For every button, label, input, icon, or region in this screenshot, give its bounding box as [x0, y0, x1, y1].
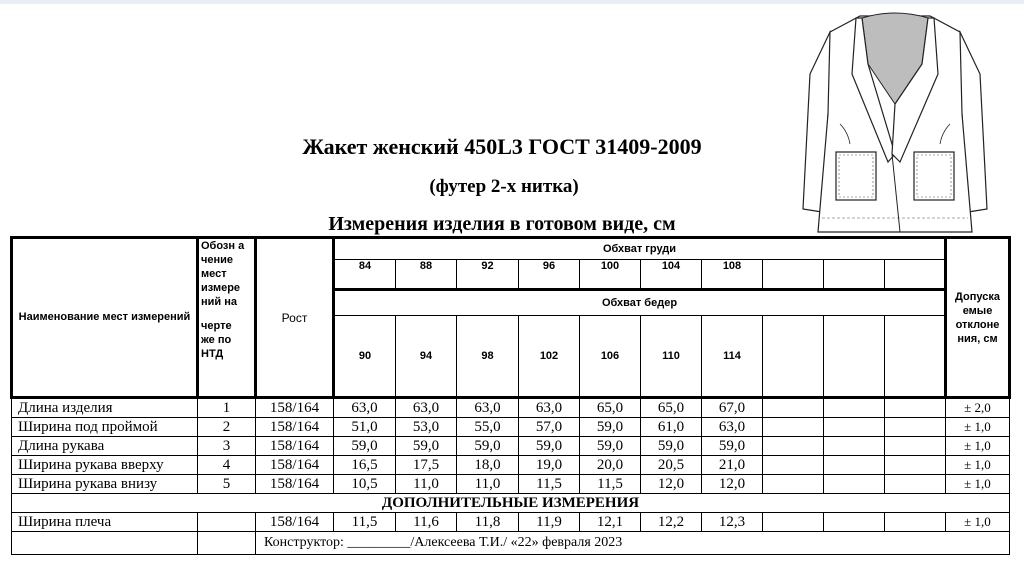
- empty-cell: [763, 418, 824, 437]
- measurement-value: 59,0: [702, 437, 763, 456]
- hip-size: 106: [580, 316, 641, 398]
- measurement-value: 55,0: [457, 418, 519, 437]
- measurement-value: 59,0: [396, 437, 457, 456]
- column-header-tolerance: Допуска емые отклоне ния, см: [946, 238, 1010, 398]
- chest-size: 88: [396, 260, 457, 290]
- hip-size-empty: [885, 316, 946, 398]
- measurement-code: 1: [198, 398, 256, 418]
- measurement-value: 12,1: [580, 513, 641, 532]
- footer-empty: [12, 532, 198, 555]
- measurement-rost: 158/164: [256, 513, 334, 532]
- measurement-name: Ширина рукава внизу: [12, 475, 198, 494]
- empty-cell: [885, 513, 946, 532]
- measurement-rost: 158/164: [256, 456, 334, 475]
- hip-girth-header: Обхват бедер: [334, 290, 946, 316]
- table-row: [12, 437, 1010, 456]
- measurement-value: 59,0: [580, 437, 641, 456]
- measurement-value: 59,0: [334, 437, 396, 456]
- chest-size: 92: [457, 260, 519, 290]
- measurement-tolerance: ± 2,0: [946, 398, 1010, 418]
- additional-measurements-title: ДОПОЛНИТЕЛЬНЫЕ ИЗМЕРЕНИЯ: [12, 494, 1010, 513]
- measurement-rost: 158/164: [256, 437, 334, 456]
- table-row: [12, 513, 1010, 532]
- empty-cell: [824, 475, 885, 494]
- measurement-value: 11,6: [396, 513, 457, 532]
- measurement-rost: 158/164: [256, 418, 334, 437]
- measurement-value: 11,5: [580, 475, 641, 494]
- measurement-value: 11,9: [519, 513, 580, 532]
- measurement-value: 51,0: [334, 418, 396, 437]
- measurement-tolerance: ± 1,0: [946, 418, 1010, 437]
- chest-size: 96: [519, 260, 580, 290]
- empty-cell: [824, 418, 885, 437]
- measurement-value: 12,0: [702, 475, 763, 494]
- hip-size: 110: [641, 316, 702, 398]
- empty-cell: [885, 456, 946, 475]
- constructor-signature: Конструктор: _________/Алексеева Т.И./ «22» февраля 2023: [256, 532, 1010, 555]
- chest-girth-header: Обхват груди: [334, 238, 946, 260]
- measurement-value: 11,5: [334, 513, 396, 532]
- code-header-top: Обозн а чение мест измере ний на: [201, 240, 245, 308]
- measurement-value: 59,0: [457, 437, 519, 456]
- measurement-name: Ширина под проймой: [12, 418, 198, 437]
- measurement-code: 3: [198, 437, 256, 456]
- measurement-code: 2: [198, 418, 256, 437]
- measurement-value: 21,0: [702, 456, 763, 475]
- measurement-value: 59,0: [641, 437, 702, 456]
- footer-empty: [198, 532, 256, 555]
- measurement-name: Длина рукава: [12, 437, 198, 456]
- empty-cell: [763, 456, 824, 475]
- column-header-name: Наименование мест измерений: [12, 238, 198, 398]
- hip-size-empty: [824, 316, 885, 398]
- jacket-illustration: [800, 4, 990, 244]
- measurement-value: 17,5: [396, 456, 457, 475]
- measurement-tolerance: ± 1,0: [946, 456, 1010, 475]
- empty-cell: [763, 475, 824, 494]
- measurement-name: Ширина рукава вверху: [12, 456, 198, 475]
- empty-cell: [885, 437, 946, 456]
- measurement-value: 11,0: [457, 475, 519, 494]
- chest-size: 100: [580, 260, 641, 290]
- hip-size: 102: [519, 316, 580, 398]
- page-subtitle: (футер 2-х нитка): [429, 176, 579, 197]
- chest-size: 84: [334, 260, 396, 290]
- hip-size: 98: [457, 316, 519, 398]
- code-header-bottom: черте же по НТД: [201, 320, 232, 360]
- table-row: [12, 418, 1010, 437]
- measurement-value: 12,0: [641, 475, 702, 494]
- measurements-table: [10, 236, 1011, 555]
- hip-size: 94: [396, 316, 457, 398]
- chest-size-empty: [824, 260, 885, 290]
- column-header-code: [198, 238, 256, 398]
- measurement-value: 20,5: [641, 456, 702, 475]
- measurement-value: 63,0: [457, 398, 519, 418]
- table-row: [12, 475, 1010, 494]
- empty-cell: [763, 398, 824, 418]
- empty-cell: [824, 398, 885, 418]
- measurement-value: 11,0: [396, 475, 457, 494]
- empty-cell: [763, 513, 824, 532]
- chest-size-empty: [885, 260, 946, 290]
- measurement-value: 16,5: [334, 456, 396, 475]
- measurement-value: 63,0: [702, 418, 763, 437]
- measurement-value: 63,0: [519, 398, 580, 418]
- measurement-name: Длина изделия: [12, 398, 198, 418]
- measurement-tolerance: ± 1,0: [946, 437, 1010, 456]
- measurement-name: Ширина плеча: [12, 513, 198, 532]
- measurement-tolerance: ± 1,0: [946, 513, 1010, 532]
- measurement-rost: 158/164: [256, 475, 334, 494]
- measurement-value: 19,0: [519, 456, 580, 475]
- chest-size: 108: [702, 260, 763, 290]
- measurement-value: 11,8: [457, 513, 519, 532]
- measurement-value: 11,5: [519, 475, 580, 494]
- empty-cell: [824, 437, 885, 456]
- empty-cell: [824, 456, 885, 475]
- measurement-value: 12,3: [702, 513, 763, 532]
- measurement-value: 57,0: [519, 418, 580, 437]
- table-row: [12, 398, 1010, 418]
- measurement-value: 67,0: [702, 398, 763, 418]
- section-title: Измерения изделия в готовом виде, см: [328, 213, 676, 235]
- measurement-value: 63,0: [334, 398, 396, 418]
- chest-size-empty: [763, 260, 824, 290]
- column-header-rost: Рост: [256, 238, 334, 398]
- measurement-tolerance: ± 1,0: [946, 475, 1010, 494]
- measurement-value: 53,0: [396, 418, 457, 437]
- measurement-value: 18,0: [457, 456, 519, 475]
- chest-size: 104: [641, 260, 702, 290]
- measurement-code: 5: [198, 475, 256, 494]
- page-title: Жакет женский 450L3 ГОСТ 31409-2009: [302, 134, 702, 159]
- hip-size: 114: [702, 316, 763, 398]
- measurement-value: 12,2: [641, 513, 702, 532]
- hip-size: 90: [334, 316, 396, 398]
- measurement-value: 65,0: [580, 398, 641, 418]
- measurement-value: 61,0: [641, 418, 702, 437]
- empty-cell: [824, 513, 885, 532]
- measurement-value: 10,5: [334, 475, 396, 494]
- hip-size-empty: [763, 316, 824, 398]
- measurement-value: 63,0: [396, 398, 457, 418]
- empty-cell: [763, 437, 824, 456]
- measurement-value: 59,0: [519, 437, 580, 456]
- empty-cell: [885, 475, 946, 494]
- measurement-rost: 158/164: [256, 398, 334, 418]
- measurement-value: 65,0: [641, 398, 702, 418]
- measurement-code: 4: [198, 456, 256, 475]
- measurement-value: 59,0: [580, 418, 641, 437]
- table-row: [12, 456, 1010, 475]
- measurement-value: 20,0: [580, 456, 641, 475]
- empty-cell: [885, 418, 946, 437]
- empty-cell: [885, 398, 946, 418]
- measurement-code: [198, 513, 256, 532]
